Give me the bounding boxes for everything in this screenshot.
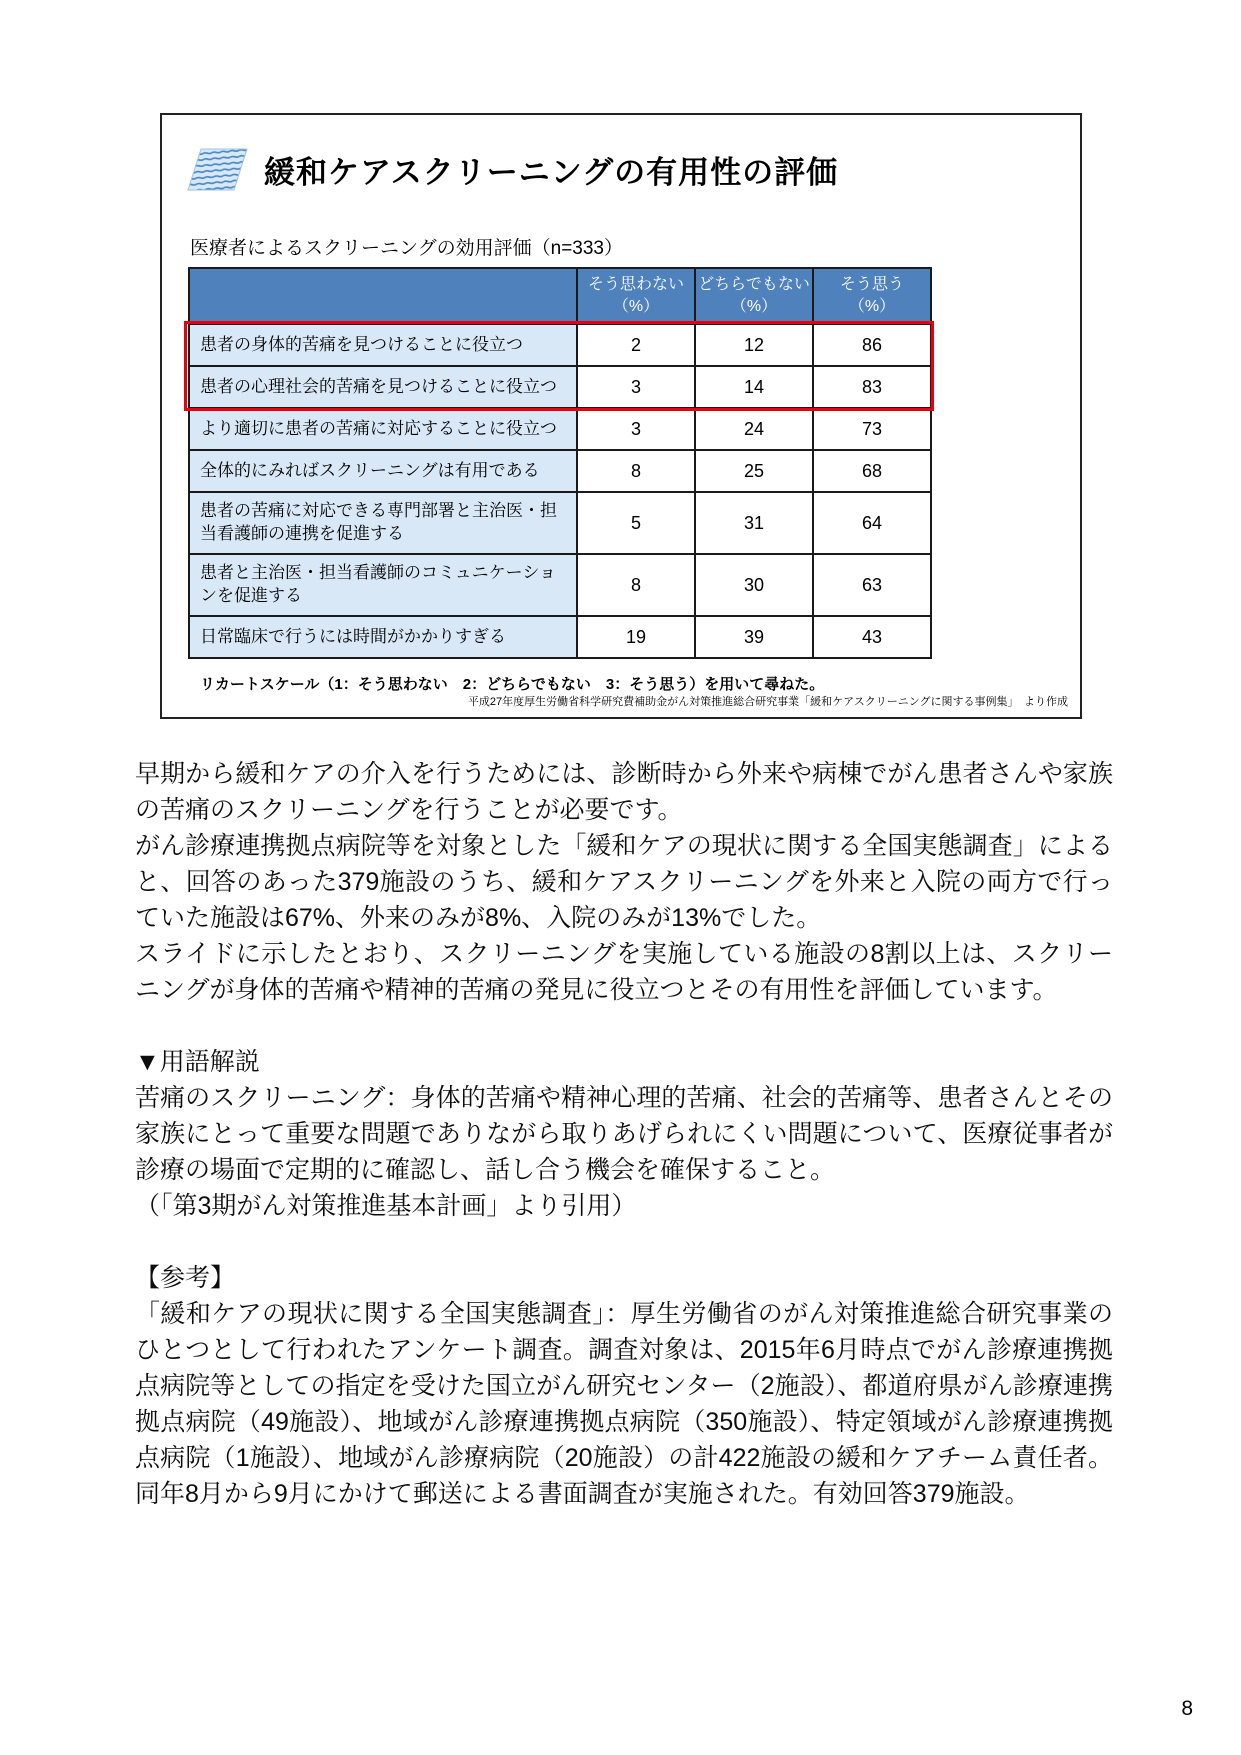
value-cell: 30	[695, 554, 813, 616]
section-heading: 【参考】	[135, 1264, 236, 1292]
column-header: そう思う （%）	[813, 268, 931, 324]
slide-panel	[160, 113, 1082, 719]
table-row	[189, 408, 931, 450]
slide-title: 緩和ケアスクリーニングの有用性の評価	[264, 154, 839, 190]
book-icon	[184, 145, 250, 193]
paragraph: がん診療連携拠点病院等を対象とした「緩和ケアの現状に関する全国実態調査」によると、回答のあった379施設のうち、緩和ケアスクリーニングを外来と入院の両方で行っていた施設は67%、外来のみが8%、入院のみが13%でした。	[135, 832, 1113, 932]
value-cell: 64	[813, 492, 931, 554]
value-cell: 86	[813, 324, 931, 366]
page-number: 8	[1181, 1697, 1193, 1720]
value-cell: 31	[695, 492, 813, 554]
label-column-header	[189, 268, 577, 324]
evaluation-table-wrap	[188, 267, 930, 659]
column-header: そう思わない （%）	[577, 268, 695, 324]
paragraph: （「第3期がん対策推進基本計画」より引用）	[135, 1192, 637, 1220]
table-row	[189, 450, 931, 492]
source-credit: 平成27年度厚生労働省科学研究費補助金がん対策推進総合研究事業「緩和ケアスクリーニングに関する事例集」 より作成	[467, 696, 1068, 708]
section-heading: ▼用語解説	[135, 1048, 260, 1076]
table-body	[189, 324, 931, 658]
table-row	[189, 324, 931, 366]
value-cell: 83	[813, 366, 931, 408]
row-label: 日常臨床で行うには時間がかかりすぎる	[189, 616, 577, 658]
row-label: 全体的にみればスクリーニングは有用である	[189, 450, 577, 492]
text-section	[135, 1260, 1113, 1512]
evaluation-table	[188, 267, 932, 659]
table-row	[189, 366, 931, 408]
row-label: 患者の苦痛に対応できる専門部署と主治医・担当看護師の連携を促進する	[189, 492, 577, 554]
body-text	[135, 756, 1113, 1512]
value-cell: 2	[577, 324, 695, 366]
text-section	[135, 1044, 1113, 1224]
row-label: より適切に患者の苦痛に対応することに役立つ	[189, 408, 577, 450]
column-header: どちらでもない （%）	[695, 268, 813, 324]
value-cell: 39	[695, 616, 813, 658]
paragraph: 早期から緩和ケアの介入を行うためには、診断時から外来や病棟でがん患者さんや家族の苦痛のスクリーニングを行うことが必要です。	[135, 760, 1113, 824]
table-row	[189, 554, 931, 616]
scale-note: リカートスケール（1：そう思わない 2：どちらでもない 3：そう思う）を用いて尋ねた。	[200, 676, 825, 693]
slide-header	[184, 145, 838, 193]
value-cell: 3	[577, 366, 695, 408]
value-cell: 43	[813, 616, 931, 658]
value-cell: 73	[813, 408, 931, 450]
value-cell: 8	[577, 554, 695, 616]
value-cell: 68	[813, 450, 931, 492]
table-row	[189, 492, 931, 554]
value-cell: 63	[813, 554, 931, 616]
row-label: 患者と主治医・担当看護師のコミュニケーションを促進する	[189, 554, 577, 616]
value-cell: 24	[695, 408, 813, 450]
row-label: 患者の身体的苦痛を見つけることに役立つ	[189, 324, 577, 366]
paragraph: 苦痛のスクリーニング：身体的苦痛や精神心理的苦痛、社会的苦痛等、患者さんとその家族にとって重要な問題でありながら取りあげられにくい問題について、医療従事者が診療の場面で定期的に確認し、話し合う機会を確保すること。	[135, 1084, 1113, 1184]
value-cell: 8	[577, 450, 695, 492]
text-section	[135, 756, 1113, 1008]
value-cell: 25	[695, 450, 813, 492]
paragraph: スライドに示したとおり、スクリーニングを実施している施設の8割以上は、スクリーニングが身体的苦痛や精神的苦痛の発見に役立つとその有用性を評価しています。	[135, 940, 1113, 1004]
table-header-row	[189, 268, 931, 324]
paragraph: 「緩和ケアの現状に関する全国実態調査」：厚生労働省のがん対策推進総合研究事業のひとつとして行われたアンケート調査。調査対象は、2015年6月時点でがん診療連携拠点病院等としての指定を受けた国立がん研究センター（2施設）、都道府県がん診療連携拠点病院（49施設）、地域がん診療連携拠点病院（350施設）、特定領域がん診療連携拠点病院（1施設）、地域がん診療病院（20施設）の計422施設の緩和ケアチーム責任者。同年8月から9月にかけて郵送による書面調査が実施された。有効回答379施設。	[135, 1300, 1113, 1508]
value-cell: 19	[577, 616, 695, 658]
value-cell: 12	[695, 324, 813, 366]
table-caption: 医療者によるスクリーニングの効用評価（n=333）	[190, 238, 623, 259]
row-label: 患者の心理社会的苦痛を見つけることに役立つ	[189, 366, 577, 408]
value-cell: 3	[577, 408, 695, 450]
value-cell: 14	[695, 366, 813, 408]
value-cell: 5	[577, 492, 695, 554]
table-row	[189, 616, 931, 658]
